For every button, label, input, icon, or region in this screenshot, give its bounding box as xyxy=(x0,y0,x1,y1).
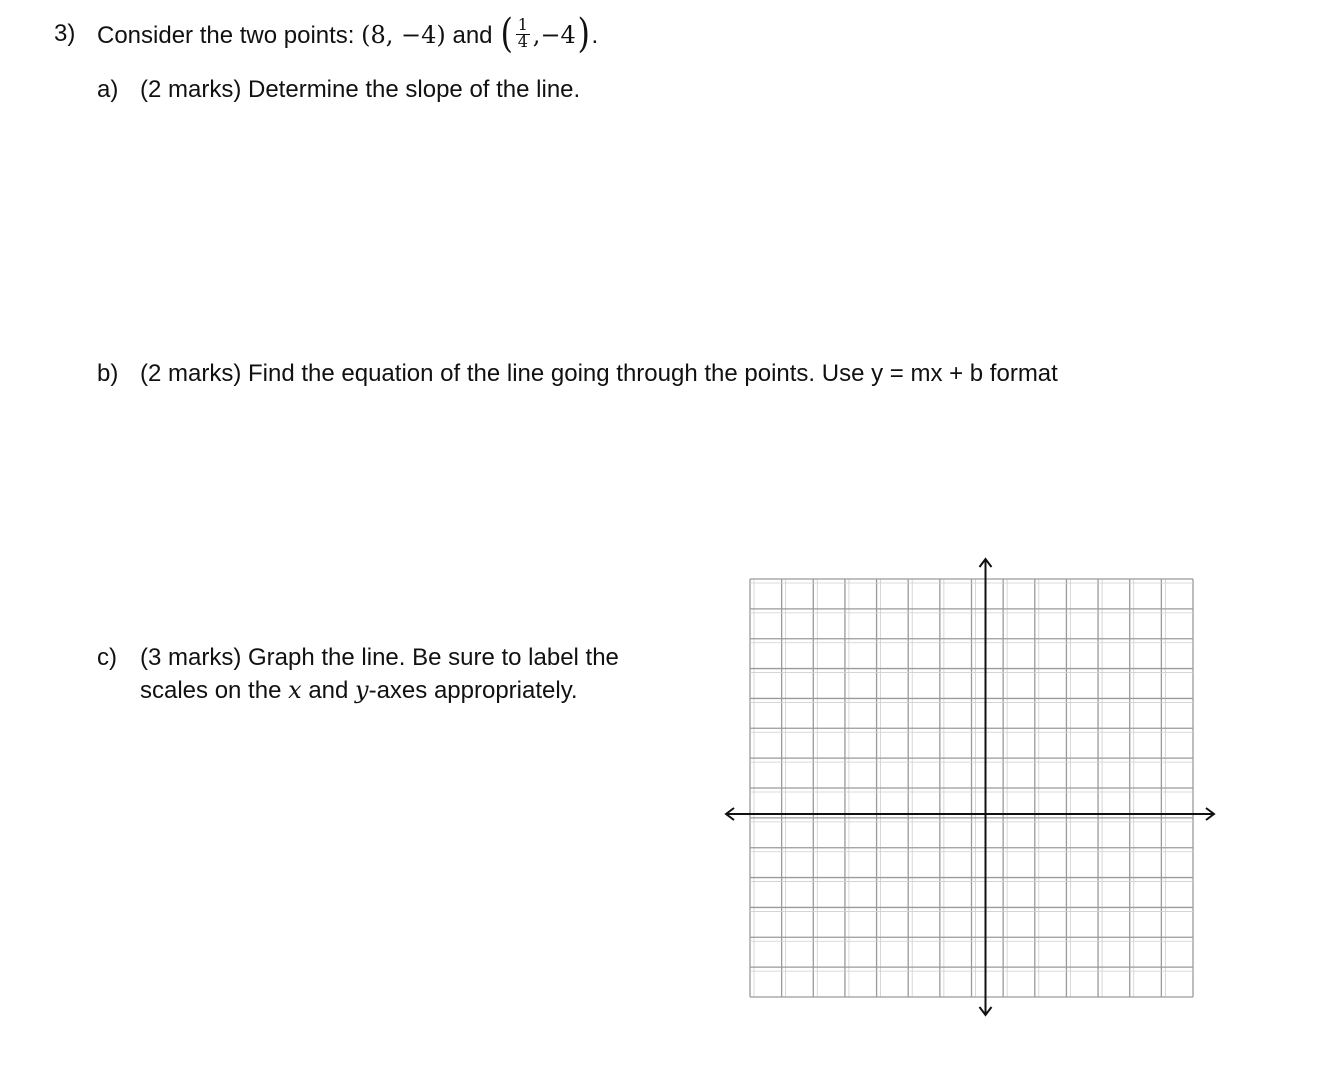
part-c-scales-text: scales on the xyxy=(140,677,282,704)
variable-y: y xyxy=(355,676,369,704)
grid-lines xyxy=(750,579,1193,997)
point-2: ( $\frac{1}{4}$ ,−4) xyxy=(500,11,590,57)
question-stem xyxy=(97,11,599,57)
part-a-label: a) xyxy=(97,76,119,103)
variable-x: x xyxy=(288,676,302,704)
question-intro: Consider the two points: xyxy=(97,22,355,49)
close-paren: ) xyxy=(577,11,590,57)
part-b-label: b) xyxy=(97,360,119,387)
part-b-text: (2 marks) Find the equation of the line going through the points. Use y = mx + b format xyxy=(140,360,1058,387)
open-paren: ( xyxy=(500,11,514,57)
fraction-denominator: 4 xyxy=(517,32,528,51)
point-2-y: −4 xyxy=(540,21,576,49)
fraction-numerator: 1 xyxy=(517,15,528,34)
part-a-text: (2 marks) Determine the slope of the line. xyxy=(140,76,581,103)
question-number: 3) xyxy=(54,20,76,47)
part-c-label: c) xyxy=(97,644,117,671)
coordinate-grid[interactable] xyxy=(720,553,1230,1025)
part-c-line-1: (3 marks) Graph the line. Be sure to label the xyxy=(140,644,619,671)
end-period: . xyxy=(591,22,599,49)
axes xyxy=(726,559,1214,1015)
part-c-axes-text: -axes appropriately. xyxy=(368,677,578,704)
point-1: (8, −4) xyxy=(361,21,446,49)
fraction-one-quarter xyxy=(515,15,533,51)
and-word: and xyxy=(452,22,493,49)
part-c-and: and xyxy=(308,677,349,704)
part-c-line-2 xyxy=(140,674,578,707)
